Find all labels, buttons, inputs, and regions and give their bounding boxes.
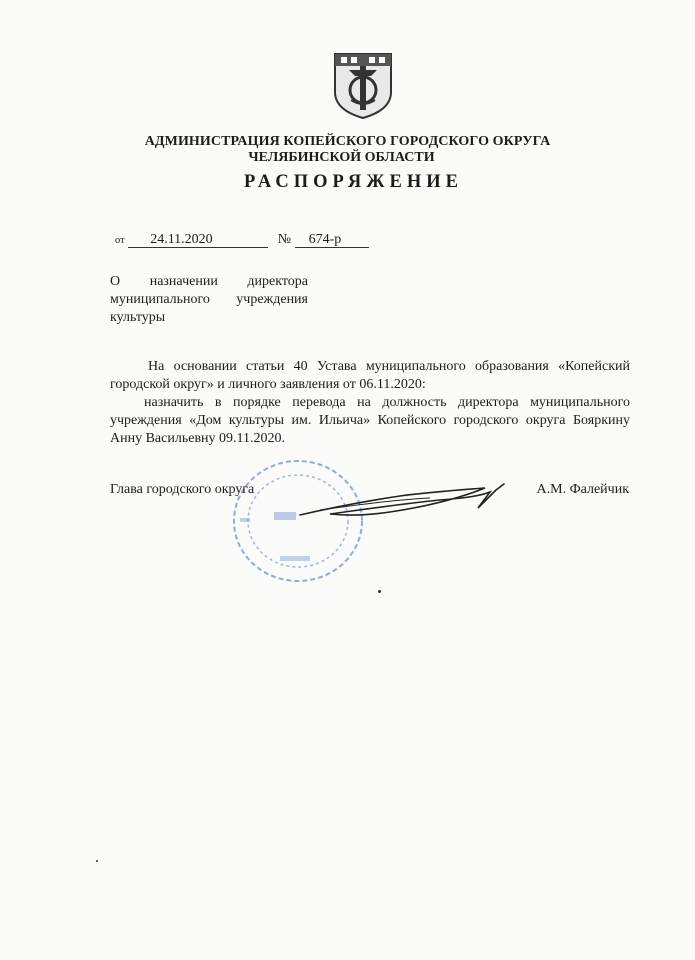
signatory-name: А.М. Фалейчик — [536, 482, 629, 497]
date-number-line — [115, 232, 369, 248]
scan-speck — [378, 590, 381, 593]
coat-of-arms-icon — [331, 48, 395, 120]
body-paragraph-1: На основании статьи 40 Устава муниципального образования «Копейский городской округ» и личного заявления от 06.11.2020: — [110, 359, 630, 392]
scan-speck — [96, 860, 98, 862]
org-name-line2: ЧЕЛЯБИНСКОЙ ОБЛАСТИ — [248, 150, 435, 165]
body-paragraph-2: назначить в порядке перевода на должность директора муниципального учреждения «Дом культуры им. Ильича» Копейского городского округа Бояркину Анну Васильевну 09.11.2020. — [110, 395, 630, 446]
signatory-title: Глава городского округа — [110, 482, 255, 497]
org-name-line1: АДМИНИСТРАЦИЯ КОПЕЙСКОГО ГОРОДСКОГО ОКРУГА — [144, 134, 551, 149]
document-type-title: РАСПОРЯЖЕНИЕ — [243, 172, 463, 192]
date-prefix: от — [115, 235, 125, 246]
number-prefix: № — [277, 232, 292, 247]
number-value: 674-р — [308, 232, 342, 247]
document-body — [110, 358, 630, 448]
handwritten-signature-icon — [290, 470, 510, 530]
date-value: 24.11.2020 — [150, 232, 213, 247]
date-field — [128, 233, 268, 248]
subject-line2: муниципального учреждения — [110, 292, 308, 307]
number-field — [295, 233, 369, 248]
subject-line1: О назначении директора — [110, 274, 308, 289]
subject-block — [110, 273, 308, 327]
subject-line3: культуры — [110, 310, 166, 325]
